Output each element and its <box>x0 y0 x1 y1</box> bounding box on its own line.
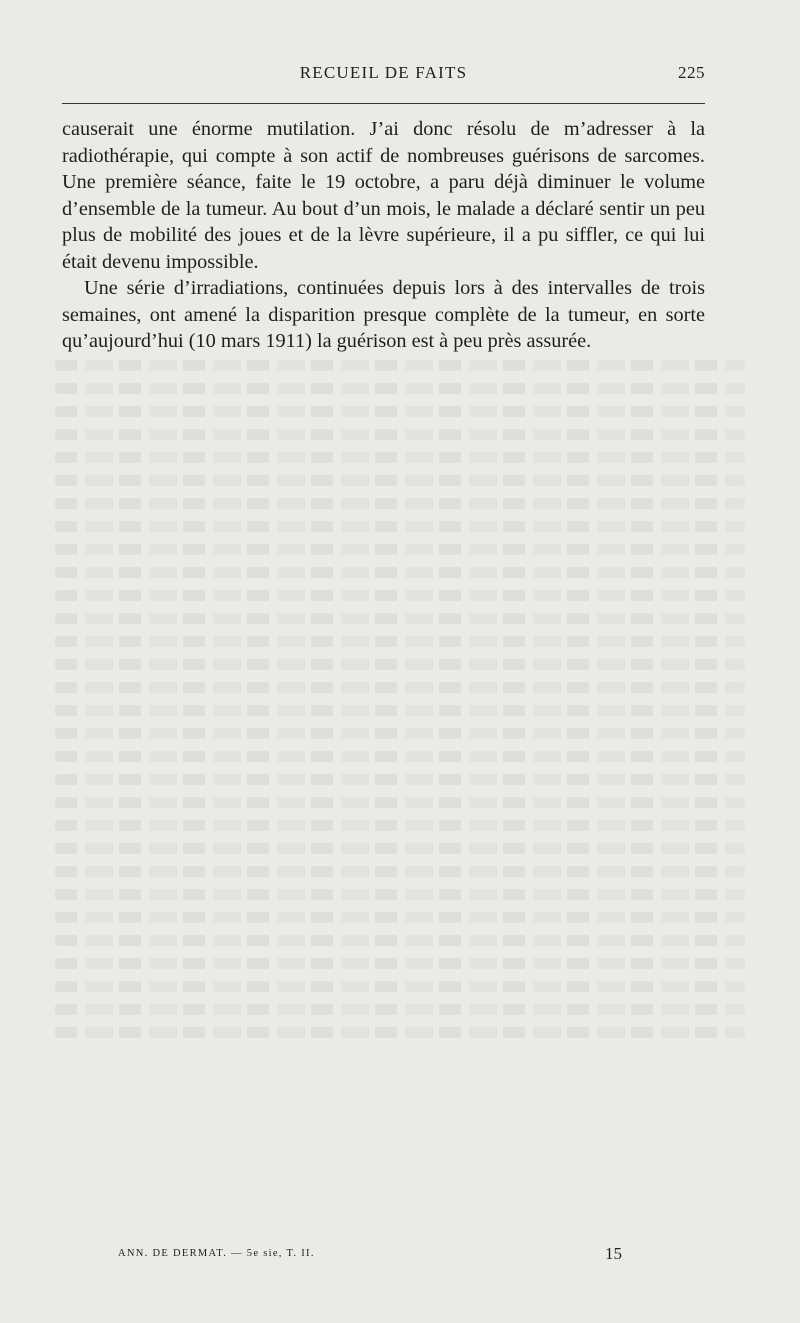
page-header <box>62 63 705 93</box>
running-title: RECUEIL DE FAITS <box>299 63 468 82</box>
journal-reference: ANN. DE DERMAT. — 5e sie, T. II. <box>118 1248 315 1259</box>
bleed-through-texture <box>55 360 745 1050</box>
paragraph-2: Une série d’irradiations, continuées depuis lors à des intervalles de trois semaines, ont amené la disparition presque complète de la tumeur, en sorte qu’aujourd’hui (10 mars 1911) la guérison est à peu près assurée. <box>62 277 705 352</box>
header-rule <box>62 103 705 104</box>
page-footer <box>118 1244 622 1268</box>
page-number: 225 <box>678 63 705 82</box>
body-text <box>62 116 705 355</box>
signature-mark: 15 <box>605 1244 622 1263</box>
paragraph-1: causerait une énorme mutilation. J’ai donc résolu de m’adresser à la radiothérapie, qui compte à son actif de nombreuses guérisons de sarcomes. Une première séance, faite le 19 octobre, a paru déjà diminuer le volume d’ensemble de la tumeur. Au bout d’un mois, le malade a déclaré sentir un peu plus de mobilité des joues et de la lèvre supérieure, il a pu siffler, ce qui lui était devenu impossible. <box>62 118 705 273</box>
